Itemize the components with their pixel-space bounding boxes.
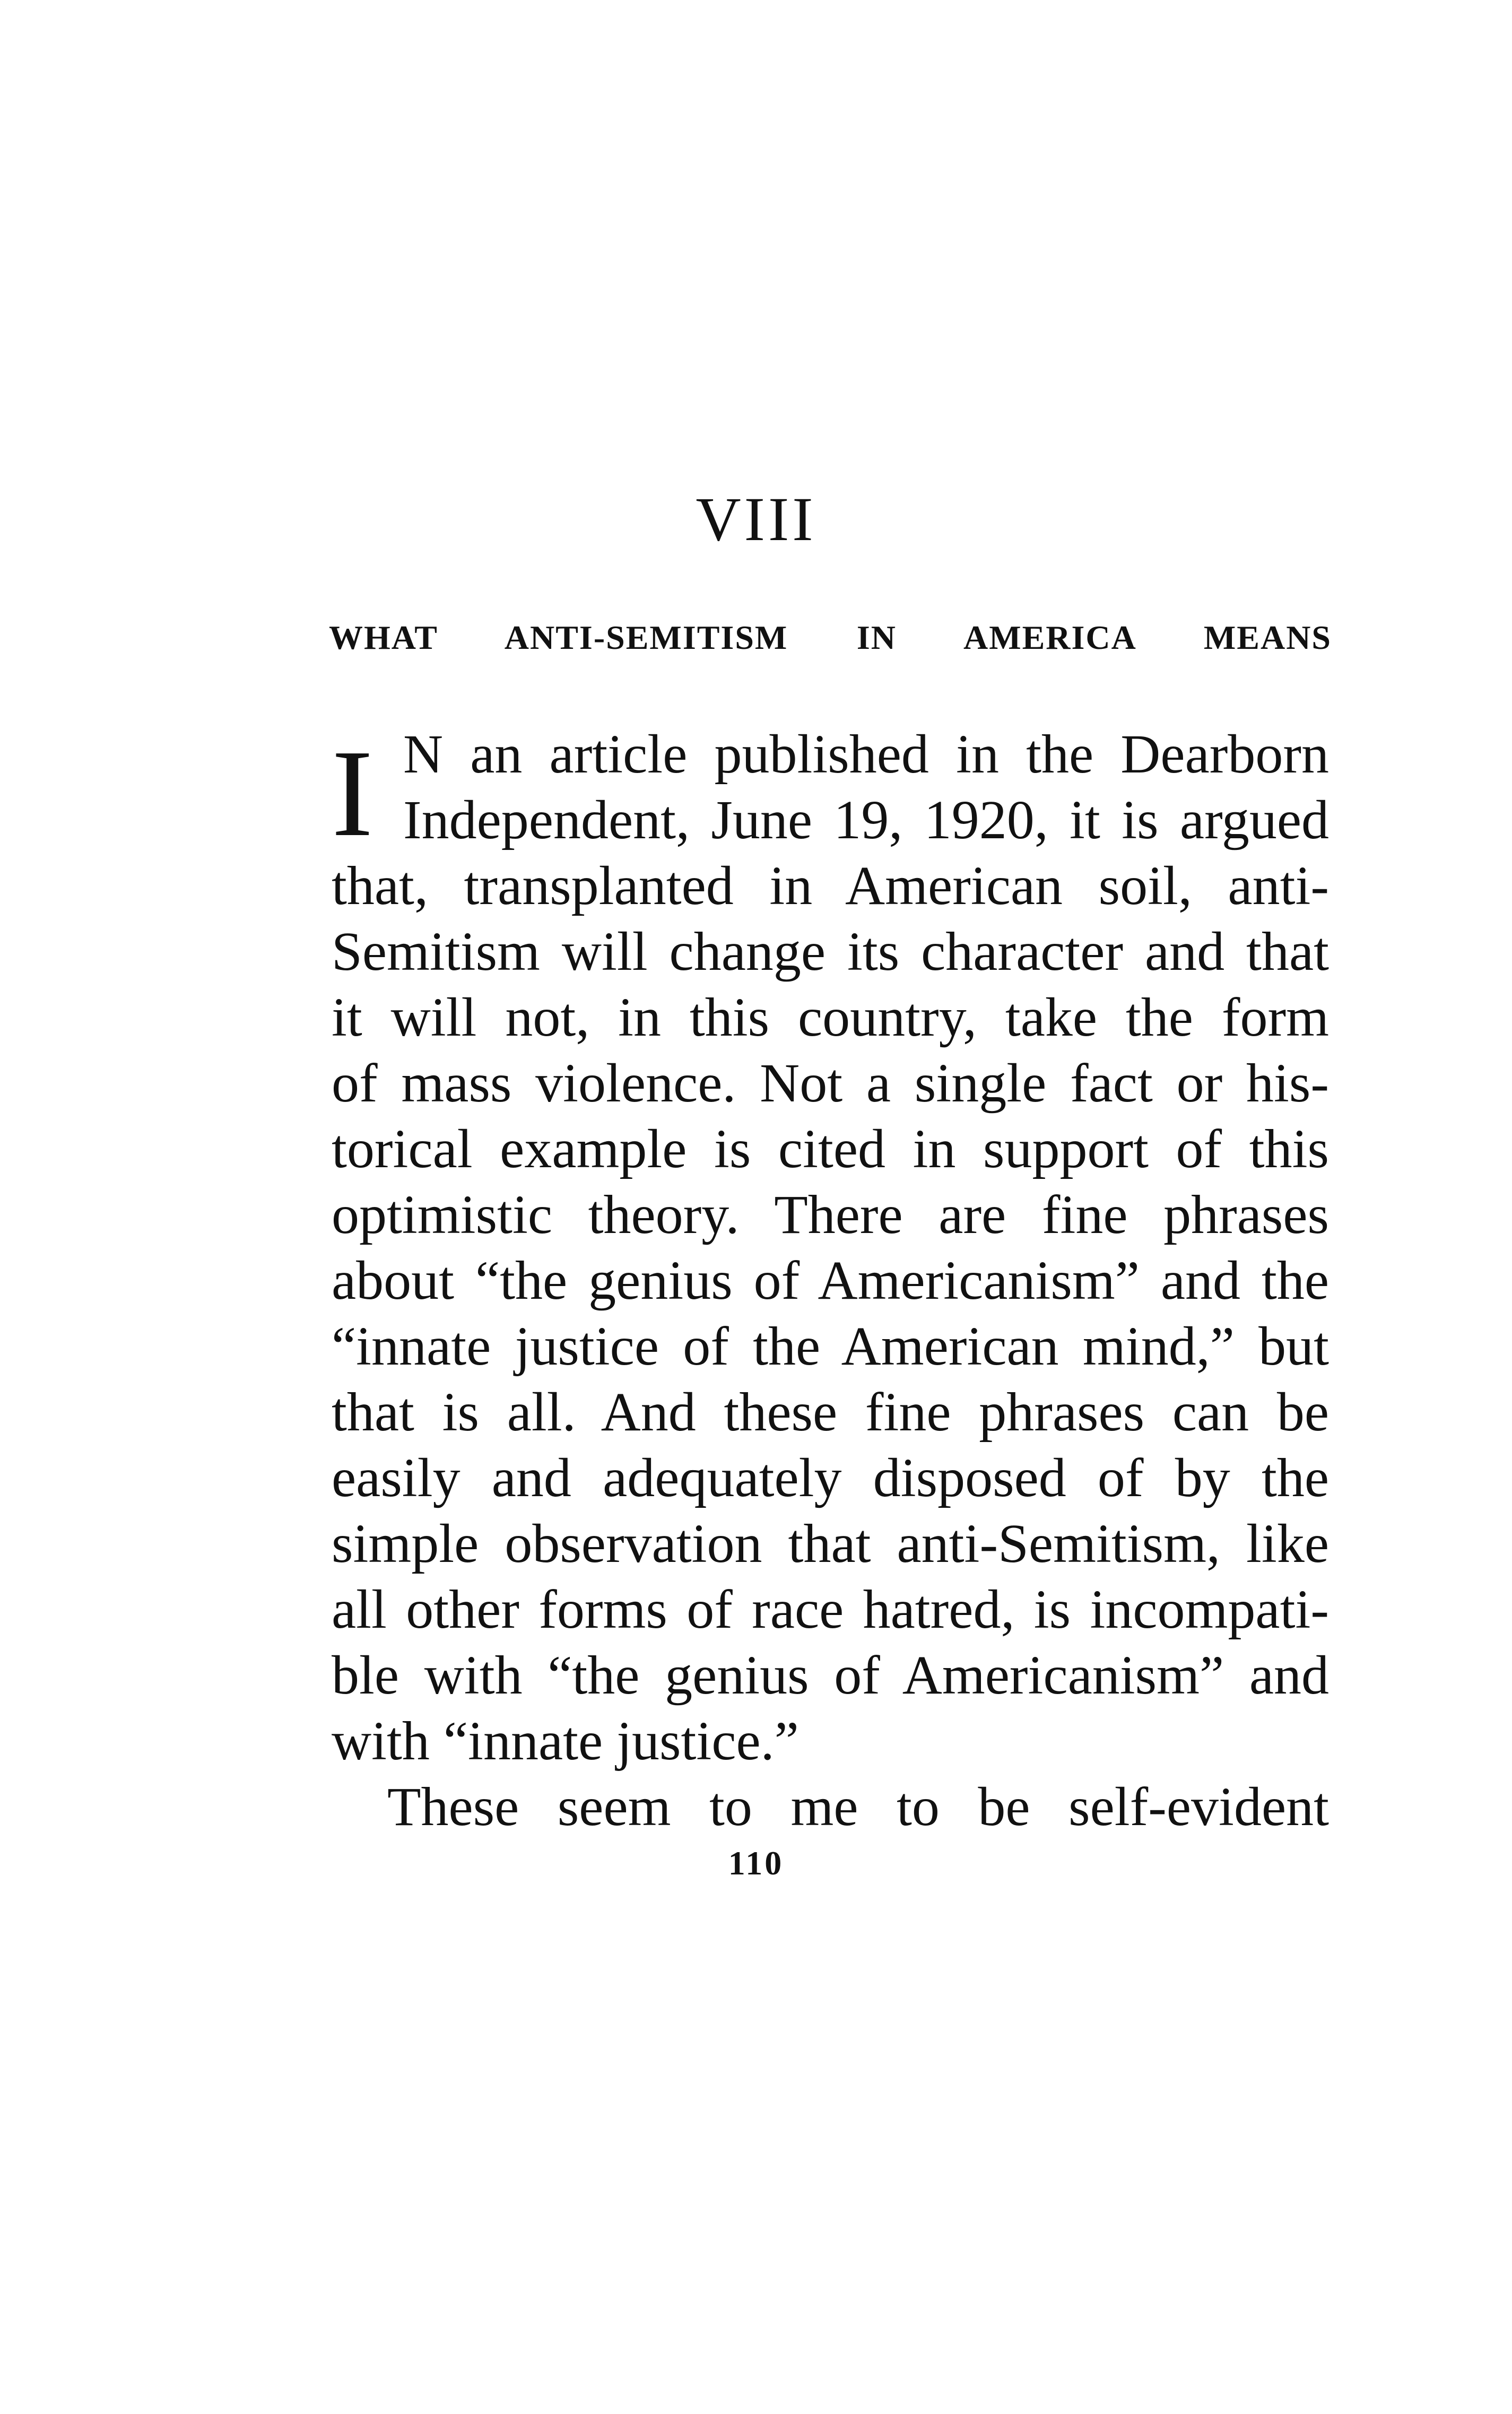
text-line: that, transplanted in American soil, anti- (332, 855, 1329, 916)
chapter-title: WHAT ANTI-SEMITISM IN AMERICA MEANS (329, 619, 1332, 656)
body-text (332, 722, 1329, 1840)
text-line: N an article published in the Dearborn (403, 724, 1329, 785)
text-line: optimistic theory. There are fine phrases (332, 1184, 1329, 1245)
text-line: Independent, June 19, 1920, it is argued (403, 789, 1329, 850)
text-line: with “innate justice.” (332, 1710, 799, 1772)
drop-cap: I (332, 724, 373, 862)
text-line: simple observation that anti-Semitism, like (332, 1513, 1329, 1574)
text-line: “innate justice of the American mind,” but (332, 1316, 1329, 1377)
text-line: of mass violence. Not a single fact or his- (332, 1053, 1329, 1114)
chapter-number: VIII (696, 484, 816, 554)
text-line: it will not, in this country, take the form (332, 987, 1329, 1048)
text-line: about “the genius of Americanism” and the (332, 1250, 1329, 1311)
text-line: all other forms of race hatred, is incompati- (332, 1579, 1329, 1640)
text-line: torical example is cited in support of this (332, 1118, 1329, 1179)
text-line: ble with “the genius of Americanism” and (332, 1645, 1329, 1706)
text-line: These seem to me to be self-evident (387, 1776, 1329, 1837)
text-line: that is all. And these fine phrases can be (332, 1382, 1329, 1443)
text-line: easily and adequately disposed of by the (332, 1447, 1329, 1508)
page-number: 110 (728, 1844, 784, 1882)
text-line: Semitism will change its character and that (332, 921, 1329, 982)
